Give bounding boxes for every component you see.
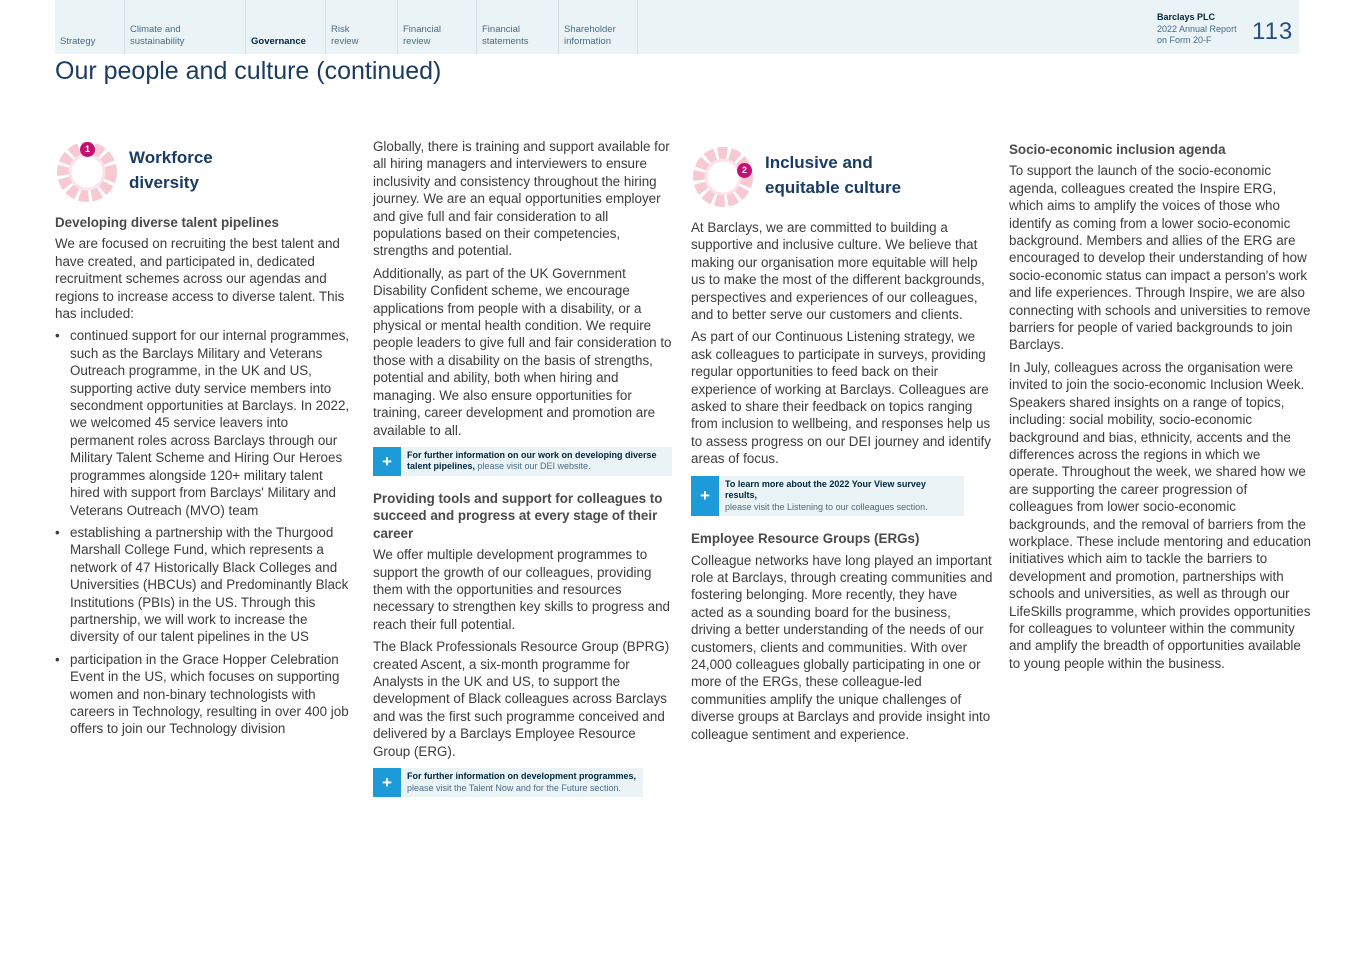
info-box-text: For further information on our work on developing diverse talent pipelines, please visit our DEI website. <box>407 449 657 472</box>
paragraph-continuous-listening: As part of our Continuous Listening strategy, we ask colleagues to participate in surveys, providing regular opportunities to feed back on their experience of working at Barclays. Colleagues are asked to share their feedback on topics ranging from inclusion to wellbeing, and responses help us to assess progress on our DEI journey and identify areas of focus. <box>691 329 991 467</box>
paragraph-bprg: The Black Professionals Resource Group (BPRG) created Ascent, a six-month programme for Analysts in the UK and US, to support the development of Black colleagues across Barclays and was the first such programme conceived and delivered by a Barclays Employee Resource Group (ERG). <box>373 639 670 759</box>
company-name: Barclays PLC <box>1157 12 1216 22</box>
section-title: Workforce diversity <box>129 148 213 192</box>
plus-icon: + <box>373 447 401 476</box>
nav-tab-financial-review[interactable]: Financial review <box>398 0 477 54</box>
bullet-item: • continued support for our internal programmes, such as the Barclays Military and Veterans Outreach programme, in the UK and US, supporting active duty service members into secondment opportunities at Barclays. In 2022, we welcomed 45 service leavers into permanent roles across Barclays through our Military Talent Scheme and Hiring Our Heroes programmes alongside 120+ military talent hired with support from Barclays' Military and Veterans Outreach (MVO) team <box>55 327 353 518</box>
paragraph-inspire-erg: To support the launch of the socio-economic agenda, colleagues created the Inspire ERG, which aims to amplify the voices of those who identify as coming from a lower socio-economic background. Members and allies of the ERG are encouraged to develop their understanding of how socio-economic status can impact a person's work and life experiences. Through Inspire, we are also connecting with schools and universities to remove barriers for people of varied backgrounds to join Barclays. <box>1009 163 1311 353</box>
subhead-socio-economic: Socio-economic inclusion agenda <box>1009 142 1226 157</box>
report-line-1: 2022 Annual Report <box>1157 23 1237 34</box>
paragraph-disability-confident: Additionally, as part of the UK Government Disability Confident scheme, we encourage applications from people with a disability, or a physical or mental health condition. We require people leaders to give full and fair consideration to those with a disability on the basis of strengths, potential and ability, both when hiring and managing. We also ensure opportunities for training, career development and promotion are available to all. <box>373 265 672 438</box>
page-number: 113 <box>1252 18 1294 45</box>
subhead-tools-support: Providing tools and support for colleagues to succeed and progress at every stage of their career <box>373 490 663 541</box>
plus-icon: + <box>373 768 401 797</box>
column-workforce-diversity <box>55 138 353 743</box>
nav-tab-governance[interactable]: Governance <box>246 0 326 54</box>
report-line-2: on Form 20-F <box>1157 35 1212 45</box>
paragraph-commitment: At Barclays, we are committed to building a supportive and inclusive culture. We believe that making our organisation more equitable will help us to make the most of the different backgrounds, perspectives and experiences of our colleagues, and to better serve our customers and clients. <box>691 220 985 323</box>
section-header-inclusive-culture <box>691 143 993 207</box>
column-socio-economic <box>1009 141 1311 677</box>
paragraph-colleague-networks: Colleague networks have long played an important role at Barclays, through creating communities and fostering belonging. More recently, they have acted as a sounding board for the business, driving a better understanding of the needs of our customers, clients and communities. With over 24,000 colleagues globally participating in one or more of the ERGs, these colleague-led communities amplify the unique challenges of diverse groups at Barclays and provide insight into colleague sentiment and experience. <box>691 552 993 742</box>
donut-ring-icon <box>55 138 119 202</box>
column-inclusive-culture <box>691 143 993 748</box>
plus-icon: + <box>691 476 719 517</box>
info-box-text: To learn more about the 2022 Your View survey results, please visit the Listening to our colleagues section. <box>725 478 928 512</box>
section-title: Inclusive and equitable culture <box>765 153 902 197</box>
column-tools-support <box>373 138 675 811</box>
top-navigation <box>55 0 1299 54</box>
nav-tab-climate[interactable]: Climate and sustainability <box>125 0 246 54</box>
info-box-dei-website[interactable] <box>373 447 672 476</box>
bullet-item: • participation in the Grace Hopper Celebration Event in the US, which focuses on supporting women and non-binary technologists with careers in Technology, resulting in over 400 job offers to join our Technology division <box>55 651 353 738</box>
section-header-workforce-diversity <box>55 138 353 202</box>
info-box-development-programmes[interactable] <box>373 768 643 797</box>
page-title: Our people and culture (continued) <box>55 57 442 85</box>
paragraph-intro: We are focused on recruiting the best talent and have created, and participated in, dedicated recruitment schemes across our agendas and regions to increase access to diverse talent. This has included: <box>55 236 345 322</box>
nav-tab-risk-review[interactable]: Risk review <box>326 0 398 54</box>
bullet-item: • establishing a partnership with the Thurgood Marshall College Fund, which represents a network of 47 Historically Black Colleges and Universities (HBCUs) and Predominantly Black Institutions (PBIs) in the US. Through this partnership, we will work to increase the diversity of our talent pipelines in the US <box>55 524 353 646</box>
nav-tab-shareholder-information[interactable]: Shareholder information <box>559 0 638 54</box>
donut-ring-icon <box>691 143 755 207</box>
paragraph-training: Globally, there is training and support available for all hiring managers and interviewers to ensure inclusivity and consistency throughout the hiring journey. We are an equal opportunities employer and give full and fair consideration to all populations based on their competencies, strengths and potential. <box>373 139 670 259</box>
nav-tab-financial-statements[interactable]: Financial statements <box>477 0 559 54</box>
paragraph-inclusion-week: In July, colleagues across the organisation were invited to join the socio-economic Inclusion Week. Speakers shared insights on a range of topics, including: social mobility, socio-economic background and bias, ethnicity, accents and the differences across the regions in which we operate. Throughout the week, we shared how we are supporting the career progression of colleagues from lower socio-economic backgrounds, and the removal of barriers from the workplace. These include mentoring and education initiatives which aim to tackle the barriers to development and promotion, partnerships with schools and universities, as well as through our LifeSkills programme, which provides opportunities for colleagues to volunteer within the community and amplify the breadth of opportunities available to young people within the business. <box>1009 359 1311 671</box>
bullet-list <box>55 327 353 737</box>
info-box-your-view-survey[interactable] <box>691 476 964 517</box>
subhead-talent-pipelines: Developing diverse talent pipelines <box>55 215 279 230</box>
section-number-badge: 1 <box>80 142 95 157</box>
info-box-text: For further information on development programmes, please visit the Talent Now and for the Future section. <box>407 771 637 793</box>
paragraph-development-programmes: We offer multiple development programmes to support the growth of our colleagues, providing them with the opportunities and resources necessary to strengthen key skills to progress and reach their full potential. <box>373 547 670 632</box>
subhead-ergs: Employee Resource Groups (ERGs) <box>691 531 920 547</box>
section-number-badge: 2 <box>737 163 752 178</box>
nav-tab-strategy[interactable]: Strategy <box>55 0 125 54</box>
report-identifier <box>1157 12 1237 47</box>
